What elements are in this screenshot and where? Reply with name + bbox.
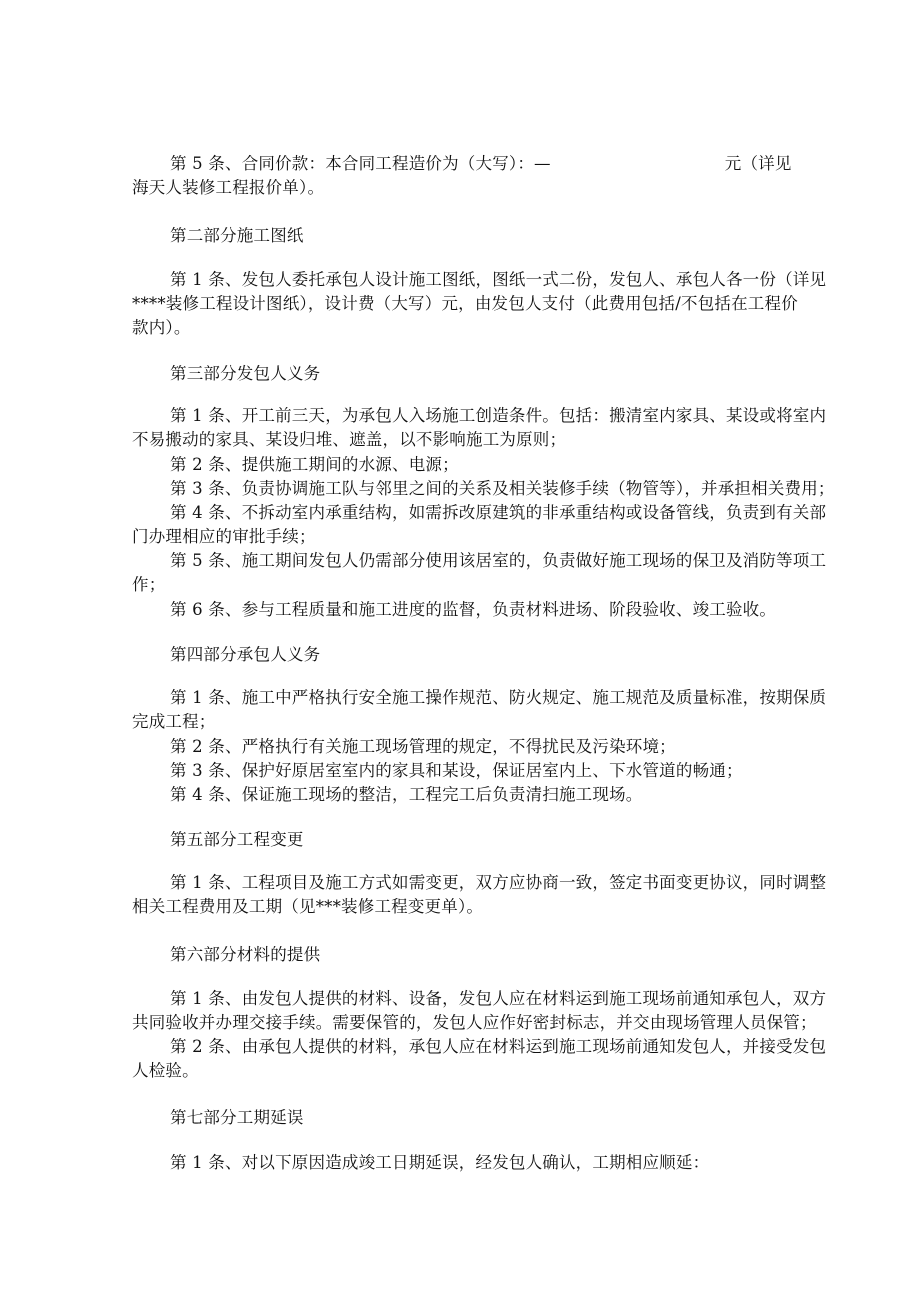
part6-article1-line1: 第 1 条、由发包人提供的材料、设备，发包人应在材料运到施工现场前通知承包人，双方 xyxy=(170,989,827,1008)
part2-article1-line3: 款内）。 xyxy=(132,318,191,337)
part7-article1: 第 1 条、对以下原因造成竣工日期延误，经发包人确认，工期相应顺延： xyxy=(170,1153,710,1172)
part2-article1-line1: 第 1 条、发包人委托承包人设计施工图纸，图纸一式二份，发包人、承包人各一份（详见 xyxy=(170,270,827,289)
part3-article6: 第 6 条、参与工程质量和施工进度的监督，负责材料进场、阶段验收、竣工验收。 xyxy=(170,600,777,619)
part3-heading: 第三部分发包人义务 xyxy=(170,364,321,383)
part2-heading: 第二部分施工图纸 xyxy=(170,226,304,245)
part3-article4-line2: 门办理相应的审批手续； xyxy=(132,527,316,546)
part5-article1-line1: 第 1 条、工程项目及施工方式如需变更，双方应协商一致，签定书面变更协议，同时调整 xyxy=(170,873,827,892)
part4-article3: 第 3 条、保护好原居室室内的家具和某设，保证居室内上、下水管道的畅通； xyxy=(170,761,743,780)
part3-article1-line1: 第 1 条、开工前三天，为承包人入场施工创造条件。包括：搬清室内家具、某设或将室内 xyxy=(170,406,827,425)
part3-article4-line1: 第 4 条、不拆动室内承重结构，如需拆改原建筑的非承重结构或设备管线，负责到有关部 xyxy=(170,503,827,522)
part6-article2-line1: 第 2 条、由承包人提供的材料，承包人应在材料运到施工现场前通知发包人，并接受发包 xyxy=(170,1037,827,1056)
part6-article1-line2: 共同验收并办理交接手续。需要保管的，发包人应作好密封标志，并交由现场管理人员保管； xyxy=(132,1013,817,1032)
part1-article5-text: 第 5 条、合同价款：本合同工程造价为（大写）：— xyxy=(170,154,551,173)
part3-article5-line1: 第 5 条、施工期间发包人仍需部分使用该居室的，负责做好施工现场的保卫及消防等项工 xyxy=(170,551,827,570)
part1-article5-line1 xyxy=(170,152,850,176)
part4-heading: 第四部分承包人义务 xyxy=(170,645,321,664)
part6-heading: 第六部分材料的提供 xyxy=(170,945,321,964)
part4-article2: 第 2 条、严格执行有关施工现场管理的规定，不得扰民及污染环境； xyxy=(170,737,676,756)
part3-article1-line2: 不易搬动的家具、某设归堆、遮盖，以不影响施工为原则； xyxy=(132,430,567,449)
part4-article1-line1: 第 1 条、施工中严格执行安全施工操作规范、防火规定、施工规范及质量标准，按期保质 xyxy=(170,688,827,707)
part3-article5-line2: 作； xyxy=(132,575,166,594)
part7-heading: 第七部分工期延误 xyxy=(170,1108,304,1127)
part4-article1-line2: 完成工程； xyxy=(132,712,216,731)
part3-article2: 第 2 条、提供施工期间的水源、电源； xyxy=(170,455,459,474)
part3-article3: 第 3 条、负责协调施工队与邻里之间的关系及相关装修手续（物管等），并承担相关费用； xyxy=(170,479,835,498)
part1-article5-text-tail: 元（详见 xyxy=(724,154,792,173)
part5-heading: 第五部分工程变更 xyxy=(170,830,304,849)
part6-article2-line2: 人检验。 xyxy=(132,1061,199,1080)
part1-article5-line2: 海天人装修工程报价单）。 xyxy=(132,178,325,197)
part2-article1-line2: ****装修工程设计图纸），设计费（大写）元，由发包人支付（此费用包括/不包括在工程价 xyxy=(132,294,798,313)
part4-article4: 第 4 条、保证施工现场的整洁，工程完工后负责清扫施工现场。 xyxy=(170,785,643,804)
part5-article1-line2: 相关工程费用及工期（见***装修工程变更单）。 xyxy=(132,897,484,916)
